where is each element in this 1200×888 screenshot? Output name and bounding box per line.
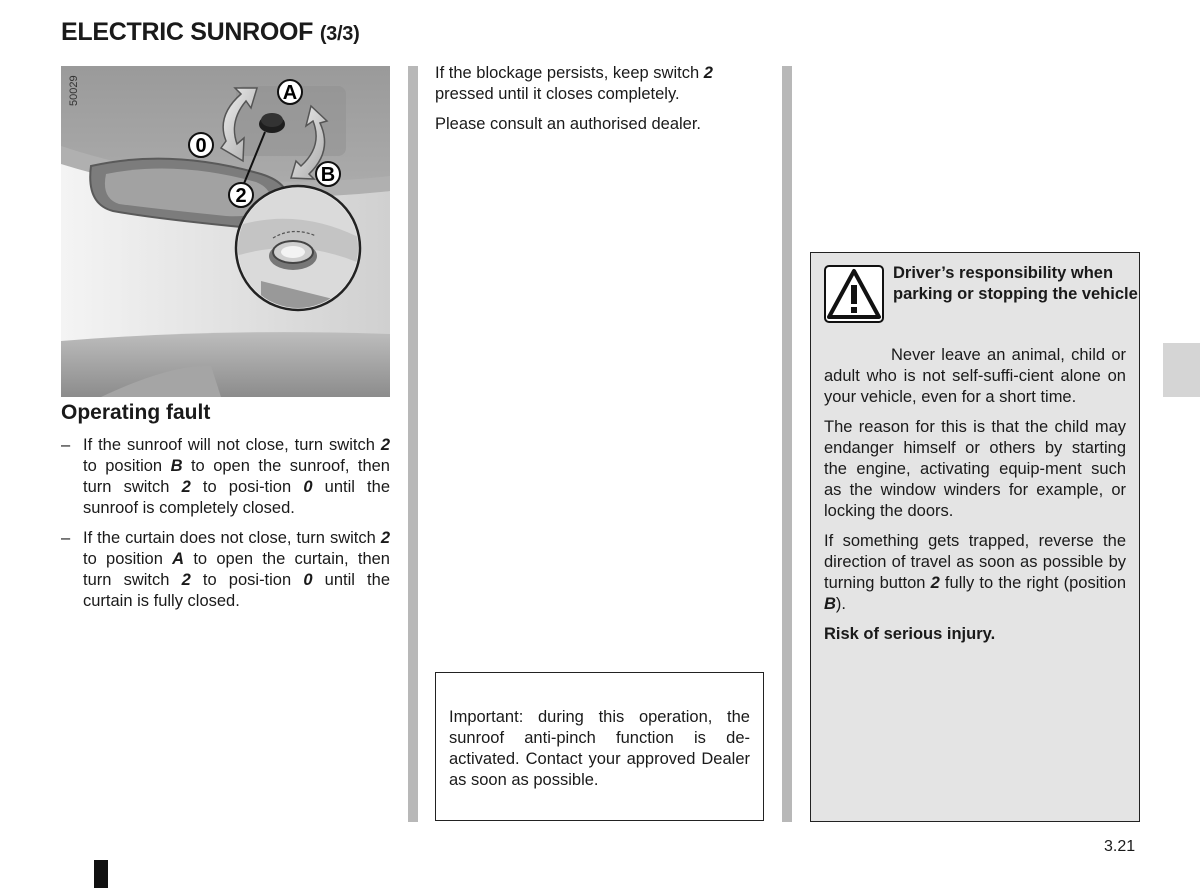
warning-paragraph-1: Never leave an animal, child or adult who is not self-suffi-cient alone on your vehicle, even for a short time. <box>824 346 1126 406</box>
callout-a <box>278 80 302 104</box>
warning-paragraph-2: The reason for this is that the child may endanger himself or others by starting the engine, activating equip-ment such as the window winders for example, or locking the doors. <box>824 418 1126 520</box>
list-item: – If the sunroof will not close, turn switch 2 to position B to open the sunroof, then turn switch 2 to posi-tion 0 until the sunroof is completely closed. <box>61 435 390 519</box>
warning-paragraph-4: Risk of serious injury. <box>824 625 996 643</box>
blockage-paragraph: If the blockage persists, keep switch 2 pressed until it closes completely. <box>435 64 713 103</box>
important-note-text: Important: during this operation, the sunroof anti-pinch function is de-activated. Contact your approved Dealer as soon as possible. <box>449 708 750 789</box>
sunroof-switch-illustration <box>61 66 390 397</box>
dealer-paragraph: Please consult an authorised dealer. <box>435 115 702 133</box>
important-note-box <box>435 672 764 821</box>
fault-list <box>61 435 390 621</box>
middle-column <box>435 63 765 144</box>
svg-text:B: B <box>320 164 336 186</box>
svg-text:0: 0 <box>195 135 207 157</box>
page-title: ELECTRIC SUNROOF (3/3) <box>61 18 360 46</box>
warning-heading: Driver’s responsibility when parking or stopping the vehicle <box>893 264 1138 303</box>
column-rule-left <box>408 66 418 822</box>
chapter-tab <box>1163 343 1200 397</box>
callout-zero <box>189 133 213 157</box>
callout-b <box>316 162 340 186</box>
operating-fault-heading: Operating fault <box>61 401 211 424</box>
list-item: – If the curtain does not close, turn switch 2 to position A to open the curtain, then turn switch 2 to posi-tion 0 until the curtain is fully closed. <box>61 528 390 612</box>
warning-paragraph-3: If something gets trapped, reverse the direction of travel as soon as possible by turning button 2 fully to the right (position B). <box>824 532 1126 613</box>
svg-text:2: 2 <box>235 185 247 207</box>
warning-triangle-icon <box>824 265 884 328</box>
title-suffix: (3/3) <box>319 23 360 45</box>
column-rule-right <box>782 66 792 822</box>
callout-two <box>229 183 253 207</box>
crop-mark <box>94 860 108 888</box>
svg-text:A: A <box>282 82 298 104</box>
page-number: 3.21 <box>1104 838 1136 855</box>
image-code: 50029 <box>68 75 80 106</box>
warning-box <box>810 252 1140 822</box>
